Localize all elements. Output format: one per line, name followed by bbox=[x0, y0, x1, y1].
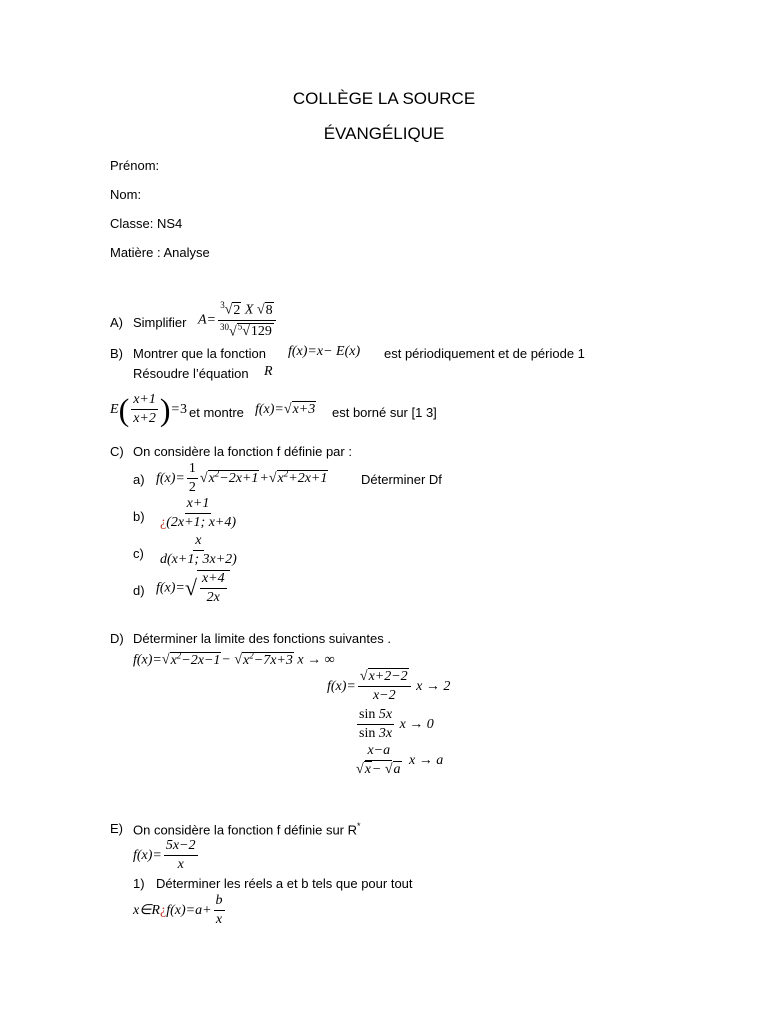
section-a-formula: A= $\frac{^3√2 X √8}{^{30}√^5√129}$ bbox=[198, 300, 278, 341]
section-d-limit-1: $f(x)=√x^2-2x-1- √x^2-7x+3$ x → ∞ bbox=[133, 650, 335, 668]
section-b-label: B) bbox=[110, 346, 123, 361]
section-b-text-2: est périodiquement et de période 1 bbox=[384, 346, 585, 361]
section-c-item-d-label: d) bbox=[133, 583, 145, 598]
field-matiere: Matière : Analyse bbox=[110, 245, 210, 260]
section-e-sub1-formula: x∈R¿f(x)=a+ $\frac{b}{x}$ bbox=[133, 893, 223, 928]
section-c-item-a-formula: f(x)= $\frac{1}{2}$ $√x^2-2x+1+√x^2+2x+1$ bbox=[156, 461, 328, 496]
section-b-text-4: et montre bbox=[189, 405, 244, 420]
section-d-limit-4: $\frac{x-a}{√x- √a}$ x → a bbox=[356, 743, 444, 778]
section-e-sub1-text: Déterminer les réels a et b tels que pour tout bbox=[156, 876, 413, 891]
section-d-limit-2: f(x)= $\frac{√x+2-2}{x-2}$ x → 2 bbox=[327, 669, 451, 704]
field-classe: Classe: NS4 bbox=[110, 216, 183, 231]
section-b-set-r: R bbox=[264, 364, 273, 379]
section-b-text-5: est borné sur [1 3] bbox=[332, 405, 437, 420]
section-c-label: C) bbox=[110, 444, 124, 459]
section-b-equation: E( $\frac{x+1}{x+2}$ )=3 bbox=[110, 391, 187, 428]
title-line-1: COLLÈGE LA SOURCE bbox=[292, 89, 476, 108]
section-b-text-3: Résoudre l’équation bbox=[133, 366, 249, 381]
field-nom: Nom: bbox=[110, 187, 142, 202]
section-c-text: On considère la fonction f définie par : bbox=[133, 444, 352, 459]
section-c-item-d-formula: f(x)=√ $\frac{x+4}{2x}$ bbox=[156, 570, 230, 606]
section-c-item-b-label: b) bbox=[133, 509, 145, 524]
section-b-text-1: Montrer que la fonction bbox=[133, 346, 266, 361]
section-c-item-c-formula: $\frac{x}{d(x+1; 3x+2)}$ bbox=[160, 533, 237, 568]
title-line-2: ÉVANGÉLIQUE bbox=[323, 124, 445, 143]
section-d-limit-3: $\frac{\sin 5x}{\sin 3x}$ x → 0 bbox=[359, 707, 434, 742]
section-c-item-a-label: a) bbox=[133, 472, 145, 487]
section-a-label: A) bbox=[110, 315, 123, 330]
section-e-text: On considère la fonction f définie sur R* bbox=[133, 821, 361, 838]
section-d-label: D) bbox=[110, 631, 124, 646]
section-e-formula: f(x)= $\frac{5x-2}{x}$ bbox=[133, 838, 196, 873]
section-c-item-b-formula: $\frac{x+1}{¿(2x+1; x+4)}$ bbox=[160, 496, 237, 531]
section-b-formula-bounded: f(x)=√x+3 bbox=[255, 402, 316, 417]
section-d-text: Déterminer la limite des fonctions suivantes . bbox=[133, 631, 391, 646]
field-prenom: Prénom: bbox=[110, 158, 160, 173]
section-e-label: E) bbox=[110, 821, 123, 836]
section-c-item-c-label: c) bbox=[133, 546, 144, 561]
section-e-sub1-label: 1) bbox=[133, 876, 145, 891]
section-a-text: Simplifier bbox=[133, 315, 187, 330]
section-b-formula-periodic: f(x)=x− E(x) bbox=[288, 344, 361, 359]
section-c-item-a-suffix: Déterminer Df bbox=[361, 472, 442, 487]
